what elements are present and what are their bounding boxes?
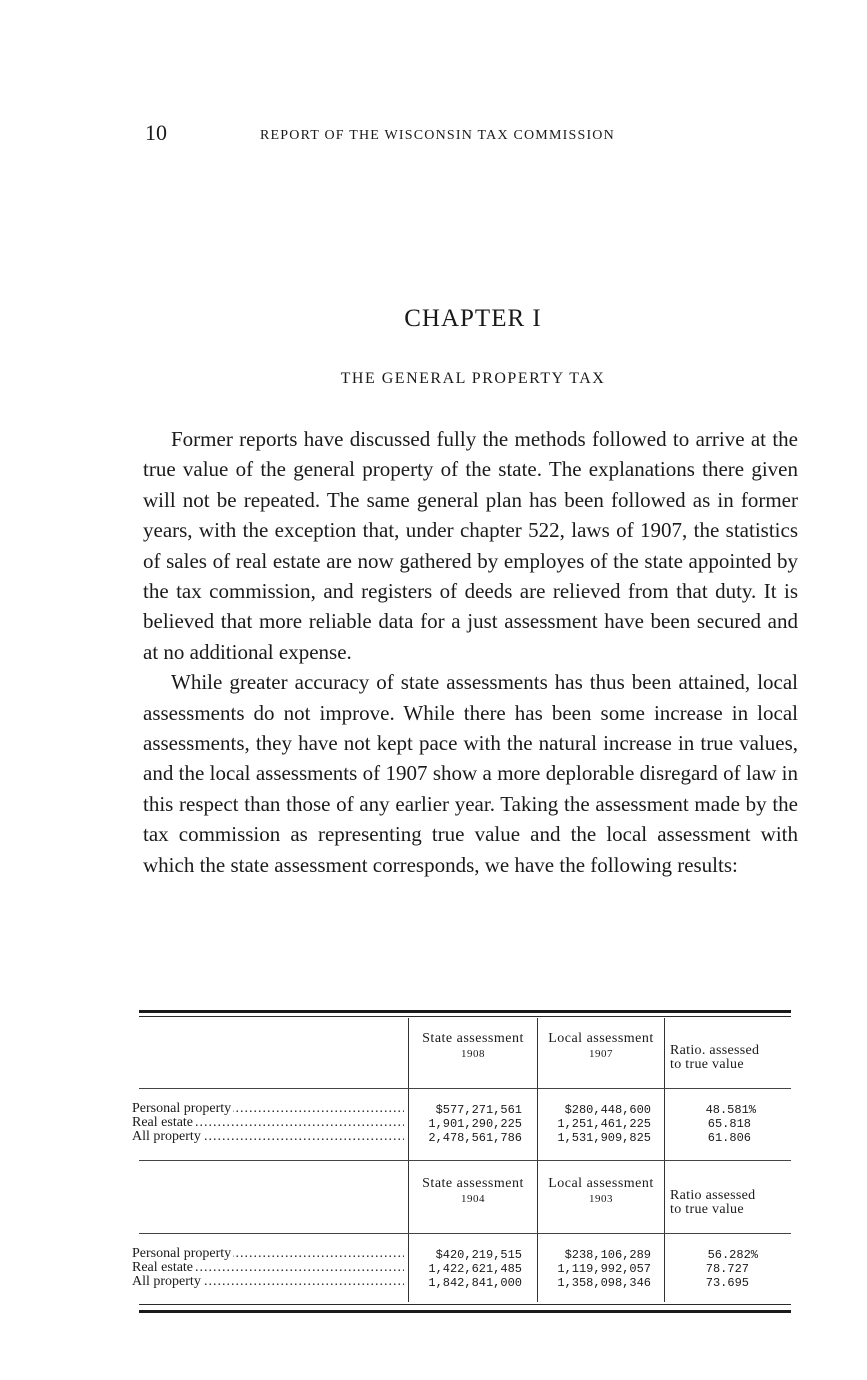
local-assessment-header	[541, 1032, 661, 1061]
running-header	[145, 120, 795, 150]
chapter-title: CHAPTER I	[404, 305, 542, 332]
row-label: Real estate .....	[132, 1261, 404, 1274]
ratio-header-line: to true value	[670, 1057, 744, 1072]
local-assessment-year: 1903	[589, 1193, 613, 1205]
ratio-header-line: to true value	[670, 1202, 744, 1217]
header-rule	[139, 1233, 791, 1234]
state-value-cell: 1,842,841,000	[428, 1276, 522, 1290]
local-value-cell: 1,251,461,225	[557, 1117, 651, 1131]
row-label: All property .....	[132, 1275, 404, 1288]
ratio-header-line: Ratio. assessed	[670, 1043, 760, 1058]
paragraph: Former reports have discussed fully the methods followed to arrive at the true value of the general property of the state. The explanations there given will not be repeated. The same general plan has been followed as in former years, with the exception that, under chapter 522, laws of 1907, the statistics of sales of real estate are now gathered by employes of the state appointed by the tax commission, and registers of deeds are relieved from that duty. It is believed that more reliable data for a just assessment have been secured and at no additional expense.	[143, 427, 798, 664]
row-label: Personal property .....	[132, 1102, 404, 1115]
table-bottom-rule	[139, 1310, 791, 1313]
state-assessment-label: State assessment	[422, 1031, 524, 1046]
ratio-value-cell: 56.282%	[707, 1248, 758, 1262]
body-text	[143, 424, 798, 880]
ratio-value-cell: 65.818	[707, 1117, 751, 1131]
ratio-value-cell: 61.806	[707, 1131, 751, 1145]
state-assessment-header	[412, 1177, 534, 1206]
row-label: Real estate .....	[132, 1116, 404, 1129]
table-bottom-rule-thin	[139, 1304, 791, 1305]
running-title: REPORT OF THE WISCONSIN TAX COMMISSION	[260, 128, 615, 143]
state-assessment-year: 1908	[461, 1048, 485, 1060]
local-value-cell: $238,106,289	[564, 1248, 651, 1262]
state-value-cell: 1,422,621,485	[428, 1262, 522, 1276]
ratio-header	[670, 1044, 792, 1072]
local-value-cell: 1,531,909,825	[557, 1131, 651, 1145]
header-rule	[139, 1088, 791, 1089]
ratio-value-cell: 48.581%	[705, 1103, 756, 1117]
page-number: 10	[145, 120, 167, 145]
local-assessment-year: 1907	[589, 1048, 613, 1060]
section-title: THE GENERAL PROPERTY TAX	[340, 370, 606, 387]
row-label: Personal property .....	[132, 1247, 404, 1260]
row-label: All property .....	[132, 1130, 404, 1143]
ratio-header-line: Ratio assessed	[670, 1188, 756, 1203]
section-divider-rule	[139, 1160, 791, 1161]
table-top-rule	[139, 1010, 791, 1013]
local-assessment-header	[541, 1177, 661, 1206]
state-assessment-header	[412, 1032, 534, 1061]
local-value-cell: $280,448,600	[564, 1103, 651, 1117]
ratio-header	[670, 1189, 792, 1217]
state-assessment-label: State assessment	[422, 1176, 524, 1191]
local-assessment-label: Local assessment	[548, 1176, 654, 1191]
state-value-cell: $577,271,561	[435, 1103, 522, 1117]
state-assessment-year: 1904	[461, 1193, 485, 1205]
table-top-rule-thin	[139, 1016, 791, 1017]
state-value-cell: 1,901,290,225	[428, 1117, 522, 1131]
ratio-value-cell: 78.727	[705, 1262, 749, 1276]
local-value-cell: 1,358,098,346	[557, 1276, 651, 1290]
local-assessment-label: Local assessment	[548, 1031, 654, 1046]
paragraph: While greater accuracy of state assessments has thus been attained, local assessments do not improve. While there has been some increase in local assessments, they have not kept pace with the natural increase in true values, and the local assessments of 1907 show a more deplorable disregard of law in this respect than those of any earlier year. Taking the assessment made by the tax commission as representing true value and the local assessment with which the state assessment corresponds, we have the following results:	[143, 670, 798, 877]
state-value-cell: 2,478,561,786	[428, 1131, 522, 1145]
state-value-cell: $420,219,515	[435, 1248, 522, 1262]
ratio-value-cell: 73.695	[705, 1276, 749, 1290]
local-value-cell: 1,119,992,057	[557, 1262, 651, 1276]
